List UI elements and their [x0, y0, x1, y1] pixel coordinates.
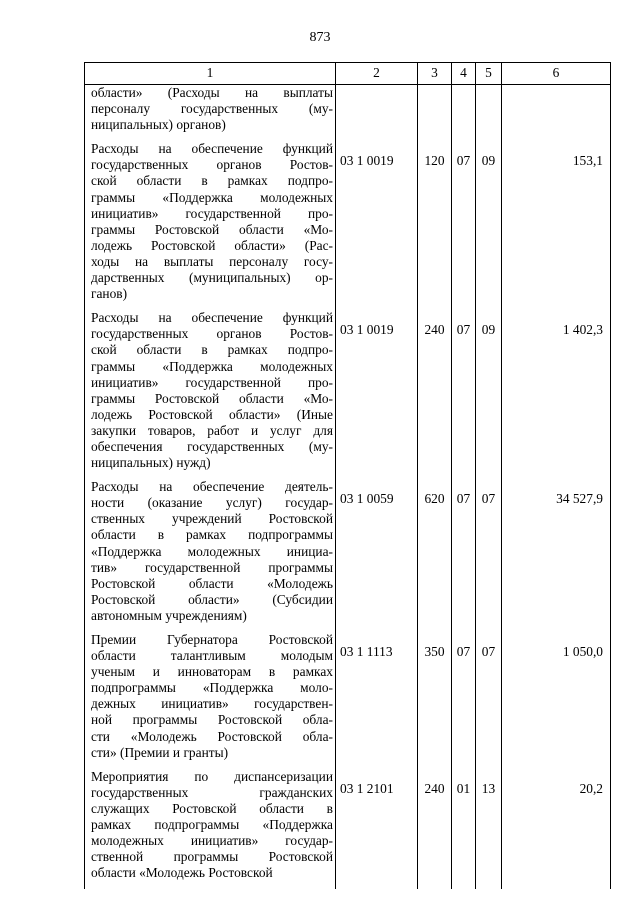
description-line: граммы Ростовской области «Мо-	[91, 221, 333, 237]
description-line: ученым и инноваторам в рамках	[91, 664, 333, 680]
description-line: Мероприятия по диспансеризации	[91, 768, 333, 784]
description-line: Расходы на обеспечение функций	[91, 310, 333, 326]
subsection-cell: 09	[476, 310, 502, 479]
expense-type-cell: 350	[418, 632, 452, 769]
expense-type-cell: 240	[418, 310, 452, 479]
description-line: дарственных (муниципальных) ор-	[91, 270, 333, 286]
description-line: ниципальных) нужд)	[91, 455, 211, 471]
subsection-cell: 07	[476, 479, 502, 632]
description-line: ганов)	[91, 286, 128, 302]
description-line: Расходы на обеспечение деятель-	[91, 479, 333, 495]
description-line: Ростовской области «Молодежь	[91, 575, 333, 591]
description-line: молодежных инициатив» государ-	[91, 833, 333, 849]
budget-table	[84, 62, 611, 889]
description-line: ной программы Ростовской обла-	[91, 712, 333, 728]
description-line: служащих Ростовской области в	[91, 800, 333, 816]
expense-description	[85, 141, 336, 310]
target-code-cell: 03 1 0019	[336, 141, 418, 310]
description-line: автономным учреждениям)	[91, 607, 247, 623]
description-line: рамках подпрограммы «Поддержка	[91, 817, 333, 833]
expense-description	[85, 310, 336, 479]
table-header-row	[85, 63, 611, 85]
table-row	[85, 141, 611, 310]
amount-cell: 34 527,9	[502, 479, 611, 632]
amount-cell	[502, 85, 611, 142]
table-row	[85, 769, 611, 890]
description-line: ской области в рамках подпро-	[91, 173, 333, 189]
description-line: закупки товаров, работ и услуг для	[91, 422, 333, 438]
section-cell: 07	[452, 479, 476, 632]
amount-cell: 153,1	[502, 141, 611, 310]
expense-description	[85, 85, 336, 142]
page-number: 873	[309, 30, 331, 45]
description-line: государственных органов Ростов-	[91, 157, 333, 173]
target-code-cell: 03 1 0059	[336, 479, 418, 632]
description-line: области талантливым молодым	[91, 648, 333, 664]
description-line: области в рамках подпрограммы	[91, 527, 333, 543]
column-header-3: 3	[418, 63, 452, 85]
description-line: лодежь Ростовской области» (Рас-	[91, 237, 333, 253]
description-line: сти» (Премии и гранты)	[91, 744, 229, 760]
target-code-cell: 03 1 1113	[336, 632, 418, 769]
description-line: Премии Губернатора Ростовской	[91, 632, 333, 647]
table-row	[85, 310, 611, 479]
subsection-cell: 07	[476, 632, 502, 769]
column-header-4: 4	[452, 63, 476, 85]
expense-description	[85, 479, 336, 632]
description-line: граммы «Поддержка молодежных	[91, 189, 333, 205]
description-line: области» (Расходы на выплаты	[91, 85, 333, 100]
table-body	[85, 85, 611, 890]
description-line: Расходы на обеспечение функций	[91, 141, 333, 157]
subsection-cell: 09	[476, 141, 502, 310]
table-row	[85, 85, 611, 142]
description-line: инициатив» государственной про-	[91, 374, 333, 390]
expense-type-cell: 120	[418, 141, 452, 310]
expense-description	[85, 769, 336, 890]
subsection-cell: 13	[476, 769, 502, 890]
description-line: граммы «Поддержка молодежных	[91, 358, 333, 374]
description-line: персоналу государственных (му-	[91, 101, 333, 117]
amount-cell: 1 402,3	[502, 310, 611, 479]
expense-type-cell	[418, 85, 452, 142]
column-header-5: 5	[476, 63, 502, 85]
description-line: ниципальных) органов)	[91, 117, 226, 133]
description-line: обеспечения государственных (му-	[91, 438, 333, 454]
description-line: «Поддержка молодежных инициа-	[91, 543, 333, 559]
column-header-1: 1	[85, 63, 336, 85]
description-line: государственных гражданских	[91, 784, 333, 800]
section-cell: 07	[452, 310, 476, 479]
description-line: государственных органов Ростов-	[91, 326, 333, 342]
description-line: ской области в рамках подпро-	[91, 342, 333, 358]
description-line: ходы на выплаты персоналу госу-	[91, 253, 333, 269]
description-line: сти «Молодежь Ростовской обла-	[91, 728, 333, 744]
section-cell: 01	[452, 769, 476, 890]
description-line: лодежь Ростовской области» (Иные	[91, 406, 333, 422]
description-line: ственной программы Ростовской	[91, 849, 333, 865]
amount-cell: 20,2	[502, 769, 611, 890]
section-cell: 07	[452, 141, 476, 310]
expense-type-cell: 620	[418, 479, 452, 632]
target-code-cell	[336, 85, 418, 142]
target-code-cell: 03 1 2101	[336, 769, 418, 890]
column-header-6: 6	[502, 63, 611, 85]
description-line: ности (оказание услуг) государ-	[91, 495, 333, 511]
table-row	[85, 479, 611, 632]
section-cell: 07	[452, 632, 476, 769]
description-line: области «Молодежь Ростовской	[91, 865, 273, 881]
description-line: инициатив» государственной про-	[91, 205, 333, 221]
description-line: граммы Ростовской области «Мо-	[91, 390, 333, 406]
target-code-cell: 03 1 0019	[336, 310, 418, 479]
description-line: подпрограммы «Поддержка моло-	[91, 680, 333, 696]
section-cell	[452, 85, 476, 142]
amount-cell: 1 050,0	[502, 632, 611, 769]
description-line: Ростовской области» (Субсидии	[91, 591, 333, 607]
table-row	[85, 632, 611, 769]
description-line: тив» государственной программы	[91, 559, 333, 575]
description-line: дежных инициатив» государствен-	[91, 696, 333, 712]
column-header-2: 2	[336, 63, 418, 85]
expense-description	[85, 632, 336, 769]
expense-type-cell: 240	[418, 769, 452, 890]
subsection-cell	[476, 85, 502, 142]
description-line: ственных учреждений Ростовской	[91, 511, 333, 527]
